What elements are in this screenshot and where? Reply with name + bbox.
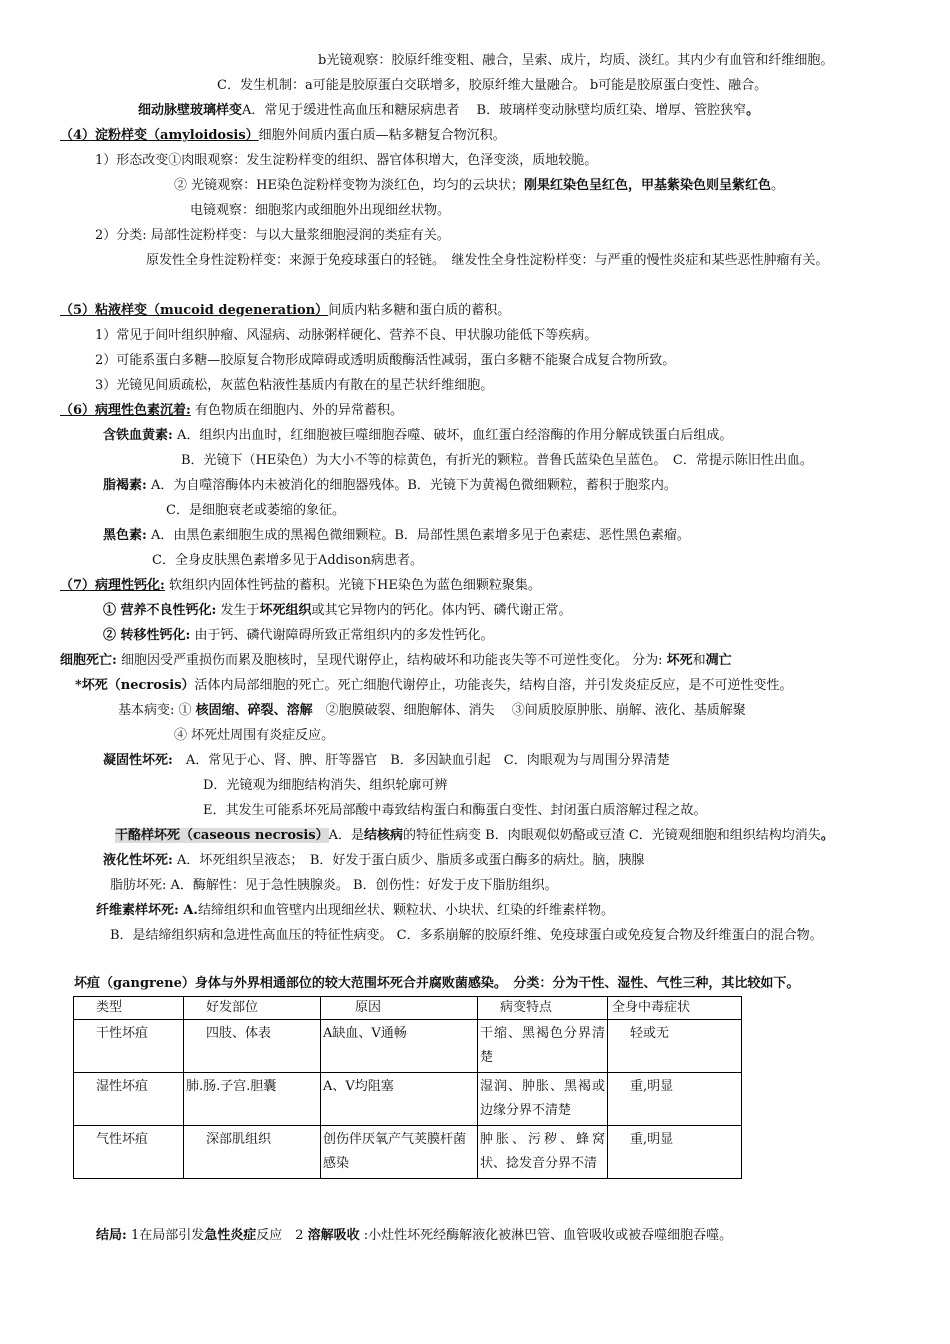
- term: ① 营养不良性钙化:: [103, 603, 217, 618]
- text: 的特征性病变 B．肉眼观似奶酪或豆渣 C．光镜观细胞和组织结构均消失: [403, 828, 821, 843]
- term: 纤维素样坏死:: [96, 903, 179, 918]
- term: ② 转移性钙化:: [103, 628, 191, 643]
- text-line: B．光镜下（HE染色）为大小不等的棕黄色，有折光的颗粒。普鲁氏蓝染色呈蓝色。 C．常提示陈旧性出血。: [181, 453, 813, 468]
- text: :小灶性坏死经酶解液化被淋巴管、血管吸收或被吞噬细胞吞噬。: [359, 1228, 733, 1243]
- table-cell: A缺血、V通畅: [321, 1020, 478, 1073]
- text: 反应 2: [256, 1228, 308, 1243]
- table-cell: 肺.肠.子宫.胆囊: [184, 1073, 321, 1126]
- section-heading: 坏疽（gangrene）身体与外界相通部位的较大范围坏死合并腐败菌感染。 分类：分为干性、湿性、气性三种，其比较如下。: [74, 976, 800, 991]
- text: 细胞因受严重损伤而累及胞核时，呈现代谢停止，结构破坏和功能丧失等不可逆性变化。 分为:: [116, 653, 667, 668]
- text: A．为自噬溶酶体内未被消化的细胞器残体。B．光镜下为黄褐色微细颗粒，蓄积于胞浆内。: [146, 478, 677, 493]
- section-heading: [60, 302, 510, 320]
- table-header-row: [74, 997, 742, 1020]
- text-line: [103, 627, 493, 645]
- text-line: 2）分类: 局部性淀粉样变：与以大量浆细胞浸润的类症有关。: [95, 228, 450, 243]
- table-cell: 干性坏疽: [74, 1020, 184, 1073]
- table-header-cell: 类型: [74, 997, 184, 1020]
- term: 结核病: [364, 828, 404, 843]
- text-line: [103, 602, 572, 620]
- text-line: [115, 827, 834, 845]
- text: 或其它异物内的钙化。体内钙、磷代谢正常。: [311, 603, 572, 618]
- heading: （5）粘液样变（mucoid degeneration）: [60, 303, 329, 318]
- term: 液化性坏死:: [103, 853, 173, 868]
- text-line: [118, 702, 746, 720]
- text-line: C．发生机制：a可能是胶原蛋白交联增多，胶原纤维大量融合。 b可能是胶原蛋白变性、融合。: [217, 78, 768, 93]
- text: 1在局部引发: [126, 1228, 205, 1243]
- term: 核固缩、碎裂、溶解: [195, 703, 313, 718]
- text-line: [103, 427, 732, 445]
- section-heading: [60, 402, 403, 420]
- text-line: [96, 902, 614, 920]
- term: 结局:: [96, 1228, 127, 1243]
- section-heading: [60, 127, 506, 145]
- term: 细动脉壁玻璃样变: [138, 103, 243, 118]
- table-header-cell: 原因: [321, 997, 478, 1020]
- term: 坏死组织: [259, 603, 312, 618]
- term: A.: [178, 903, 198, 918]
- text-line: 2）可能系蛋白多糖—胶原复合物形成障碍或透明质酸酶活性减弱，蛋白多糖不能聚合成复合物所致。: [95, 353, 676, 368]
- text: 。: [820, 828, 834, 843]
- text-line: 1）形态改变①肉眼观察：发生淀粉样变的组织、器官体积增大，色泽变淡，质地较脆。: [95, 153, 598, 168]
- text: 发生于: [216, 603, 260, 618]
- term: 凝固性坏死:: [103, 753, 173, 768]
- text-line: D．光镜观为细胞结构消失、组织轮廓可辨: [203, 778, 448, 793]
- text: A．由黑色素细胞生成的黑褐色微细颗粒。B．局部性黑色素增多见于色素痣、恶性黑色素瘤。: [146, 528, 690, 543]
- table-cell: 肿胀、污秽、蜂窝状、捻发音分界不清: [478, 1126, 608, 1179]
- term: 黑色素:: [103, 528, 147, 543]
- text: 。: [746, 103, 760, 118]
- term: 干酪样坏死（caseous necrosis）: [115, 828, 329, 843]
- gangrene-comparison-table: [73, 996, 742, 1179]
- text: 。: [770, 178, 784, 193]
- term: 刚果红染色呈红色，甲基紫染色则呈紫红色: [523, 178, 771, 193]
- text-line: [103, 852, 644, 870]
- text-line: C．全身皮肤黑色素增多见于Addison病患者。: [152, 553, 424, 568]
- text-line: [96, 1227, 732, 1245]
- text-line: [103, 527, 690, 545]
- text-line: 1）常见于间叶组织肿瘤、风湿病、动脉粥样硬化、营养不良、甲状腺功能低下等疾病。: [95, 328, 598, 343]
- term: 坏死: [666, 653, 693, 668]
- table-cell: 气性坏疽: [74, 1126, 184, 1179]
- text-line: [174, 177, 784, 195]
- table-row: [74, 1126, 742, 1179]
- text-line: [138, 102, 759, 120]
- text: A．组织内出血时，红细胞被巨噬细胞吞噬、破坏，血红蛋白经溶酶的作用分解成铁蛋白后组成。: [172, 428, 733, 443]
- text: ②胞膜破裂、细胞解体、消失 ③间质胶原肿胀、崩解、液化、基质解聚: [312, 703, 746, 718]
- text-line: 原发性全身性淀粉样变：来源于免疫球蛋白的轻链。 继发性全身性淀粉样变：与严重的慢性炎症和某些恶性肿瘤有关。: [146, 253, 829, 268]
- heading: （4）淀粉样变（amyloidosis）: [60, 128, 259, 143]
- text: 和: [692, 653, 706, 668]
- text: A．常见于心、肾、脾、肝等器官 B．多因缺血引起 C．肉眼观为与周围分界清楚: [172, 753, 670, 768]
- text-line: E．其发生可能系坏死局部酸中毒致结构蛋白和酶蛋白变性、封闭蛋白质溶解过程之故。: [203, 803, 707, 818]
- text: 细胞外间质内蛋白质—粘多糖复合物沉积。: [258, 128, 506, 143]
- text-line: 3）光镜见间质疏松，灰蓝色粘液性基质内有散在的星芒状纤维细胞。: [95, 378, 494, 393]
- term: 细胞死亡:: [60, 653, 117, 668]
- table-row: [74, 1073, 742, 1126]
- text-line: 电镜观察：细胞浆内或细胞外出现细丝状物。: [190, 203, 451, 218]
- text-line: [103, 752, 670, 770]
- text-line: 脂肪坏死: A．酶解性：见于急性胰腺炎。 B．创伤性：好发于皮下脂肪组织。: [110, 878, 558, 893]
- text-line: C．是细胞衰老或萎缩的象征。: [166, 503, 345, 518]
- text-line: [60, 652, 732, 670]
- table-header-cell: 好发部位: [184, 997, 321, 1020]
- text-line: ④ 坏死灶周围有炎症反应。: [174, 728, 335, 743]
- table-header-cell: 全身中毒症状: [608, 997, 742, 1020]
- heading: （6）病理性色素沉着:: [60, 403, 191, 418]
- table-cell: 湿性坏疽: [74, 1073, 184, 1126]
- text: ② 光镜观察：HE染色淀粉样变物为淡红色，均匀的云块状；: [174, 178, 524, 193]
- term: 急性炎症: [204, 1228, 257, 1243]
- term: 凋亡: [705, 653, 732, 668]
- text: 基本病变: ①: [118, 703, 196, 718]
- text: 由于钙、磷代谢障碍所致正常组织内的多发性钙化。: [190, 628, 494, 643]
- table-cell: 干缩、黑褐色分界清楚: [478, 1020, 608, 1073]
- table-cell: 湿润、肿胀、黑褐或边缘分界不清楚: [478, 1073, 608, 1126]
- text: 软组织内固体性钙盐的蓄积。光镜下HE染色为蓝色细颗粒聚集。: [164, 578, 541, 593]
- text: 结缔组织和血管壁内出现细丝状、颗粒状、小块状、红染的纤维素样物。: [197, 903, 614, 918]
- text: 活体内局部细胞的死亡。死亡细胞代谢停止，功能丧失，结构自溶，并引发炎症反应，是不可逆性变性。: [194, 678, 793, 693]
- text: 间质内粘多糖和蛋白质的蓄积。: [328, 303, 511, 318]
- table-cell: 创伤伴厌氧产气荚膜杆菌感染: [321, 1126, 478, 1179]
- text: A．是: [328, 828, 365, 843]
- term: *坏死（necrosis）: [75, 678, 195, 693]
- table-cell: 重,明显: [608, 1073, 742, 1126]
- text: A．常见于缓进性高血压和糖尿病患者 B．玻璃样变动脉壁均质红染、增厚、管腔狭窄: [242, 103, 747, 118]
- section-heading: [60, 577, 541, 595]
- table-cell: 轻或无: [608, 1020, 742, 1073]
- table-row: [74, 1020, 742, 1073]
- heading: （7）病理性钙化:: [60, 578, 165, 593]
- text: A．坏死组织呈液态； B．好发于蛋白质少、脂质多或蛋白酶多的病灶。脑，胰腺: [172, 853, 645, 868]
- text: 有色物质在细胞内、外的异常蓄积。: [190, 403, 403, 418]
- text-line: [75, 677, 793, 695]
- table-cell: A、V均阻塞: [321, 1073, 478, 1126]
- table-cell: 重,明显: [608, 1126, 742, 1179]
- term: 脂褐素:: [103, 478, 147, 493]
- text-line: b光镜观察：胶原纤维变粗、融合，呈索、成片，均质、淡红。其内少有血管和纤维细胞。: [318, 53, 834, 68]
- term: 含铁血黄素:: [103, 428, 173, 443]
- table-cell: 四肢、体表: [184, 1020, 321, 1073]
- term: 溶解吸收: [307, 1228, 360, 1243]
- table-cell: 深部肌组织: [184, 1126, 321, 1179]
- text-line: [103, 477, 677, 495]
- text-line: B．是结缔组织病和急进性高血压的特征性病变。 C．多系崩解的胶原纤维、免疫球蛋白或免疫复合物及纤维蛋白的混合物。: [110, 928, 823, 943]
- table-header-cell: 病变特点: [478, 997, 608, 1020]
